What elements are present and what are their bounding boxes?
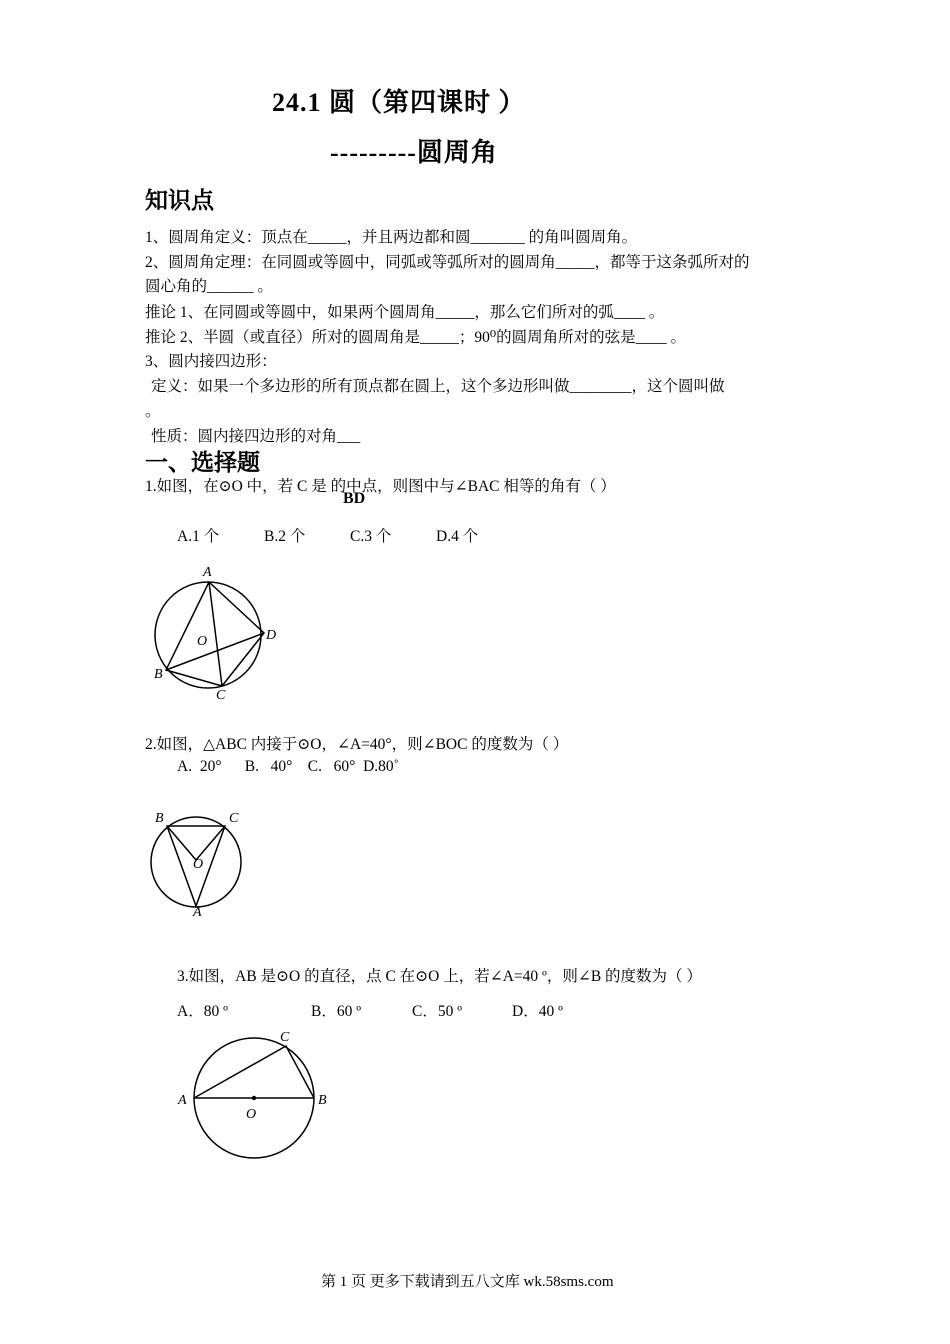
q1-label-d: D	[266, 628, 277, 643]
q2-label-o: O	[193, 857, 204, 872]
section-heading: 一、选择题	[145, 450, 260, 475]
q1-chord-ac	[209, 582, 222, 686]
q2-radius-oc	[196, 826, 225, 860]
knowledge-line: 性质：圆内接四边形的对角___	[151, 428, 361, 445]
page-subtitle: ---------圆周角	[330, 138, 498, 167]
knowledge-line: 3、圆内接四边形：	[145, 353, 277, 370]
q1-label-b: B	[154, 667, 163, 682]
q3-label-b: B	[318, 1093, 327, 1108]
q2-figure	[145, 808, 255, 923]
q1-label-a: A	[203, 565, 212, 580]
q3-option: D．40 º	[512, 1003, 563, 1020]
knowledge-line: 圆心角的______ 。	[145, 278, 273, 295]
knowledge-line: 定义：如果一个多边形的所有顶点都在圆上，这个多边形叫做________，这个圆叫做	[151, 378, 725, 395]
q1-option: A.1 个	[177, 528, 220, 545]
q2-label-b: B	[155, 811, 164, 826]
knowledge-line: 1、圆周角定义：顶点在_____，并且两边都和圆_______ 的角叫圆周角。	[145, 229, 638, 246]
q2-options: A. 20° B. 40° C. 60° D.80˚	[177, 758, 399, 775]
knowledge-line: 推论 2、半圆（或直径）所对的圆周角是_____；90⁰的圆周角所对的弦是____ 。	[145, 329, 686, 346]
q3-stem: 3.如图，AB 是⊙O 的直径，点 C 在⊙O 上，若∠A=40 º，则∠B 的度数为（ ）	[177, 968, 702, 985]
q3-center-dot	[252, 1096, 256, 1100]
q1-label-c: C	[216, 688, 226, 703]
knowledge-heading: 知识点	[145, 188, 214, 213]
q1-option: C.3 个	[350, 528, 392, 545]
q2-stem: 2.如图，△ABC 内接于⊙O，∠A=40°，则∠BOC 的度数为（ ）	[145, 736, 569, 753]
q1-option: D.4 个	[436, 528, 479, 545]
q2-label-a: A	[193, 905, 202, 920]
q3-figure	[170, 1022, 340, 1167]
q2-radius-ob	[167, 826, 196, 860]
knowledge-line: 2、圆周角定理：在同圆或等圆中，同弧或等弧所对的圆周角_____，都等于这条弧所对的	[145, 254, 750, 271]
q1-figure	[148, 560, 288, 705]
q1-option: B.2 个	[264, 528, 306, 545]
knowledge-line: 推论 1、在同圆或等圆中，如果两个圆周角_____，那么它们所对的弧____ 。	[145, 304, 665, 321]
q1-stem: 1.如图，在⊙O 中，若 C 是 的中点，则图中与∠BAC 相等的角有（ ）	[145, 478, 616, 495]
page-footer: 第 1 页 更多下载请到五八文库 wk.58sms.com	[321, 1274, 614, 1290]
q3-chords	[194, 1046, 314, 1098]
q3-label-c: C	[280, 1030, 290, 1045]
q1-arc-label: BD	[343, 490, 366, 507]
q2-label-c: C	[229, 811, 239, 826]
knowledge-line: 。	[145, 403, 161, 420]
q3-option: B．60 º	[311, 1003, 362, 1020]
page-title: 24.1 圆（第四课时 ）	[272, 88, 526, 117]
q3-option: A．80 º	[177, 1003, 228, 1020]
q1-label-o: O	[197, 634, 208, 649]
q3-option: C．50 º	[412, 1003, 463, 1020]
q3-label-o: O	[246, 1107, 257, 1122]
q3-label-a: A	[178, 1093, 187, 1108]
